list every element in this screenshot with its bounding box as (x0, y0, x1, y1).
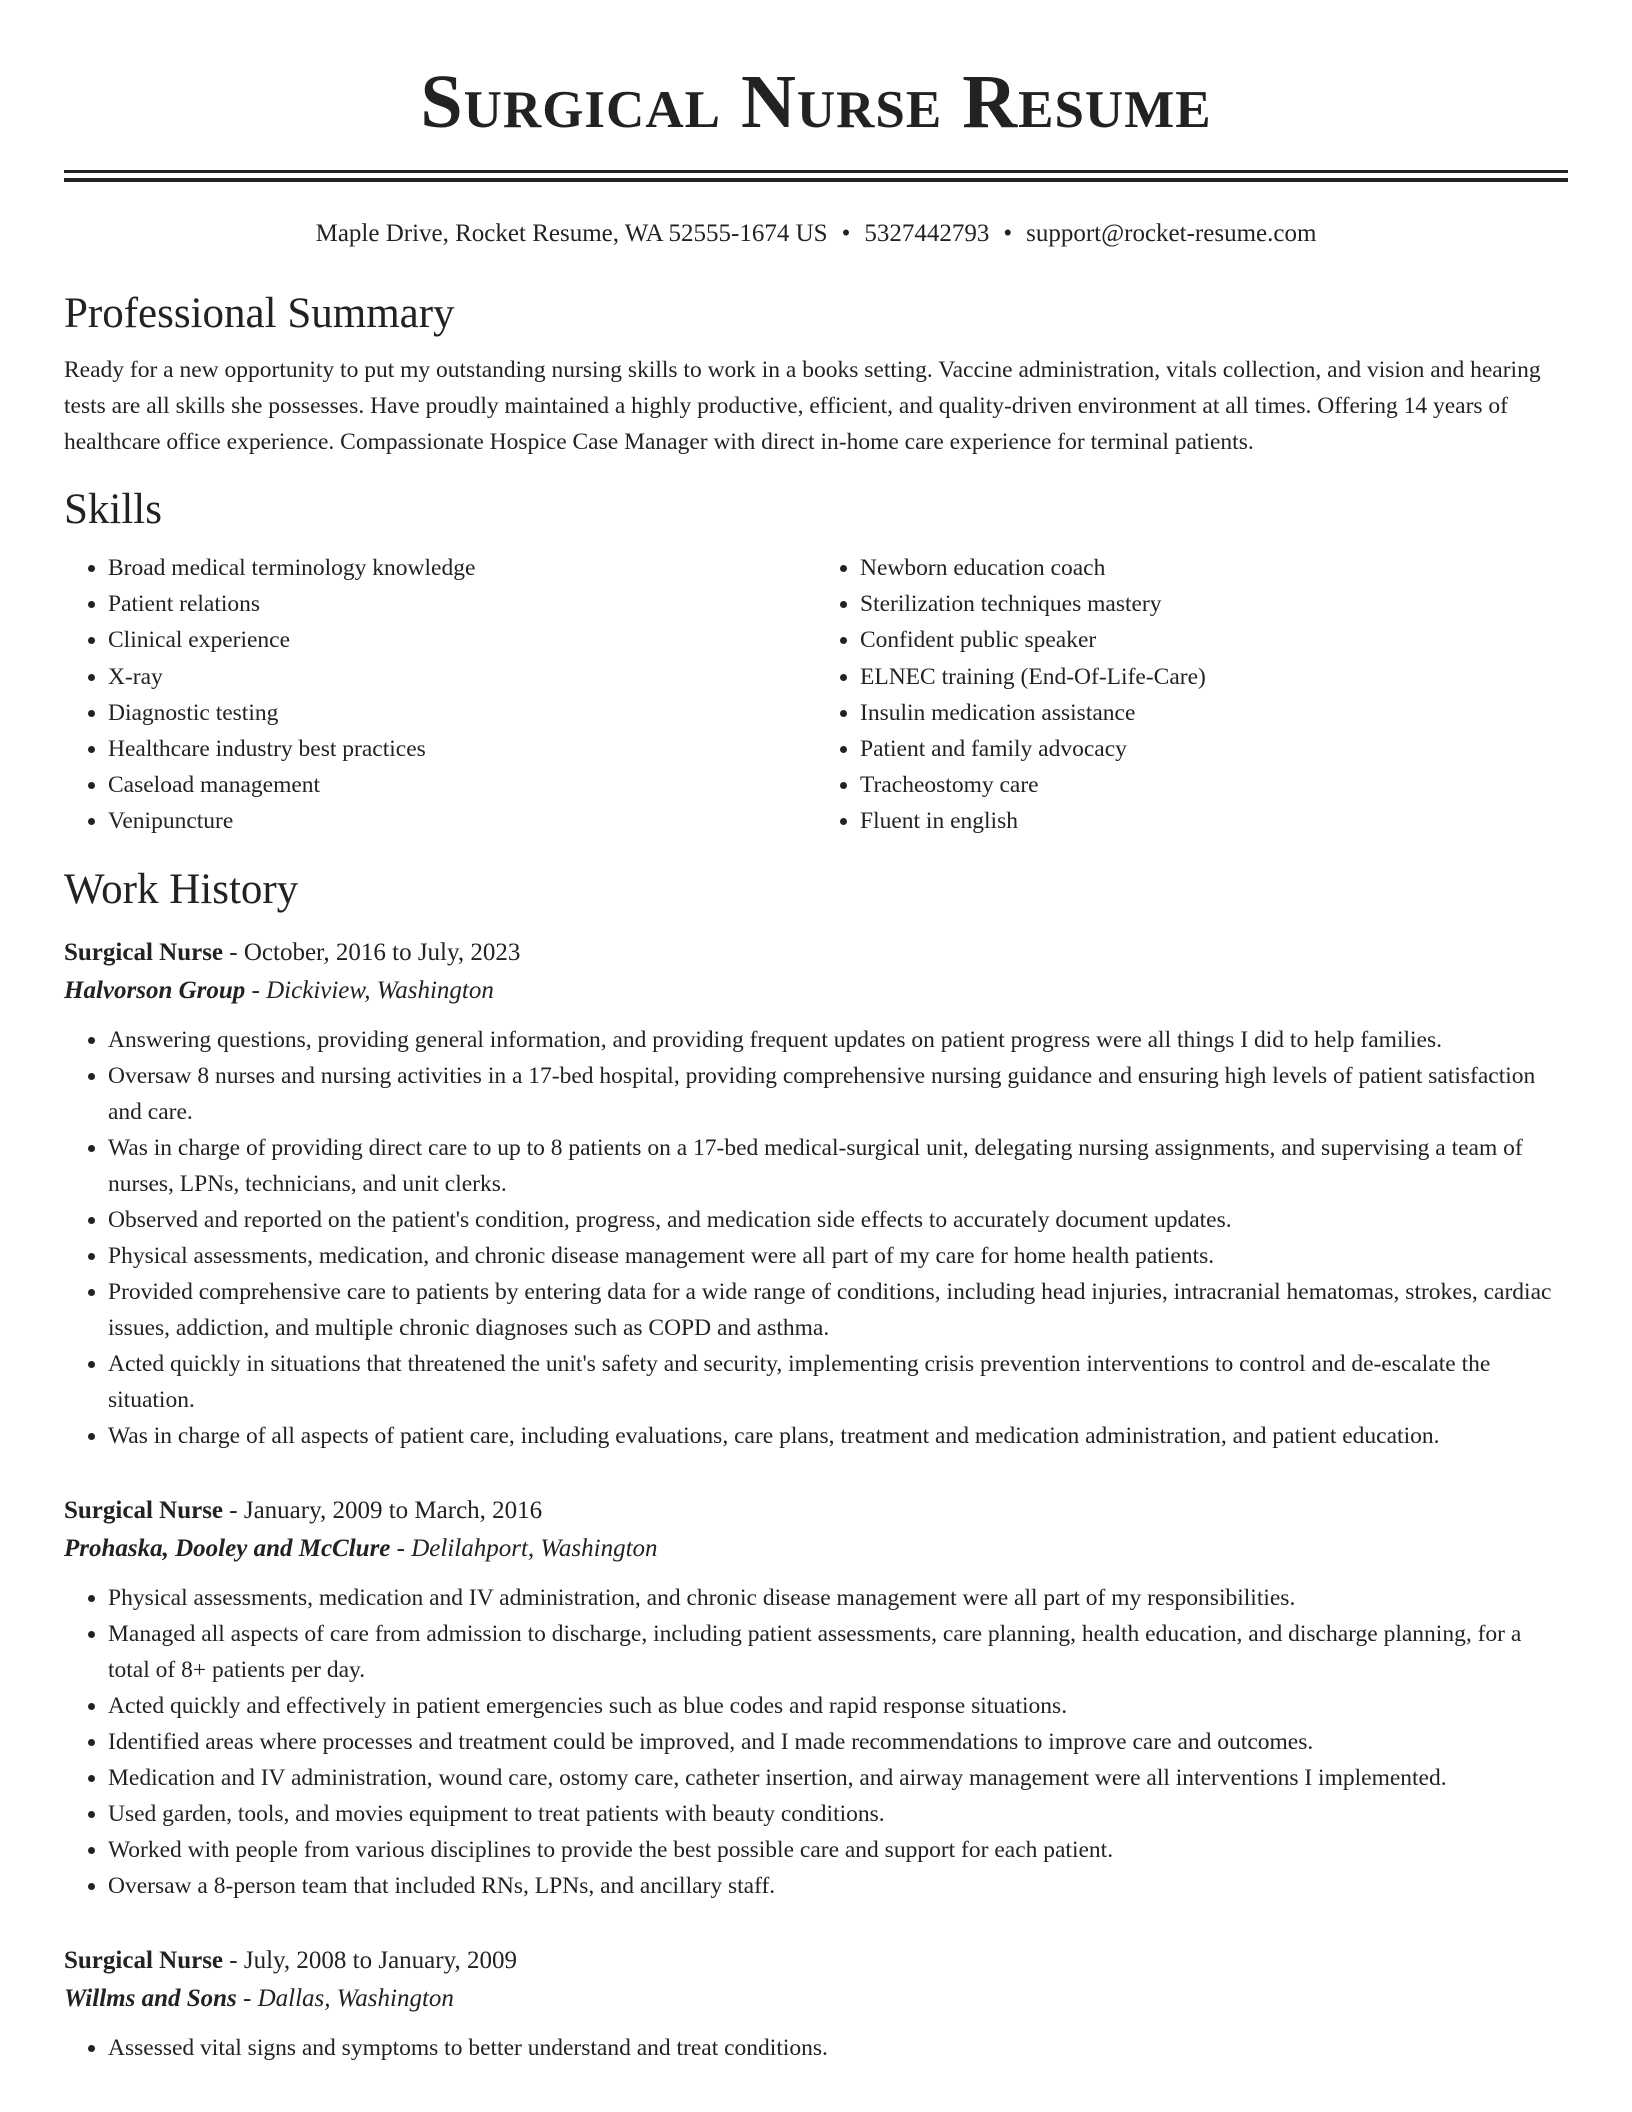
job-entry (64, 1942, 1568, 2066)
job-bullet: • Assessed vital signs and symptoms to better understand and treat conditions. (108, 2030, 1568, 2066)
resume-title: Surgical Nurse Resume (420, 60, 1212, 144)
job-title-line (64, 1942, 1568, 1980)
skill-item: • Clinical experience (108, 622, 816, 658)
employer-line (64, 972, 1568, 1010)
skill-item: • Patient and family advocacy (860, 731, 1568, 767)
skills-list-left (64, 550, 816, 840)
skill-item: • Healthcare industry best practices (108, 731, 816, 767)
skill-item: • Insulin medication assistance (860, 695, 1568, 731)
skill-item: • Broad medical terminology knowledge (108, 550, 816, 586)
contact-line (64, 218, 1568, 250)
job-bullet: • Was in charge of all aspects of patient care, including evaluations, care plans, treatment and medication administration, and patient education. (108, 1418, 1568, 1454)
skills-heading: Skills (64, 486, 162, 533)
job-dates: - January, 2009 to March, 2016 (223, 1496, 543, 1524)
job-title: Surgical Nurse (64, 1946, 224, 1974)
employer-line (64, 1980, 1568, 2018)
employer-name: Willms and Sons (64, 1984, 237, 2012)
job-bullet: • Answering questions, providing general information, and providing frequent updates on patient progress were all things I did to help families. (108, 1022, 1568, 1058)
skill-item: • Tracheostomy care (860, 767, 1568, 803)
job-title-line (64, 1492, 1568, 1530)
work-history-heading: Work History (64, 865, 299, 913)
job-bullet: • Worked with people from various disciplines to provide the best possible care and support for each patient. (108, 1832, 1568, 1868)
employer-location: - Dallas, Washington (236, 1984, 454, 2012)
summary-heading: Professional Summary (64, 290, 455, 337)
contact-phone: 5327442793 (864, 220, 990, 247)
skill-item: • Confident public speaker (860, 622, 1568, 658)
employer-name: Prohaska, Dooley and McClure (64, 1534, 391, 1562)
job-bullet: • Oversaw 8 nurses and nursing activities in a 17-bed hospital, providing comprehensive nursing guidance and ensuring high levels of patient satisfaction and care. (108, 1058, 1568, 1130)
summary-text: Ready for a new opportunity to put my outstanding nursing skills to work in a books setting. Vaccine administration, vitals collection, and vision and hearing tests are all skills she possesses. Have proudly maintained a highly productive, efficient, and quality-driven environment at all times. Offering 14 years of healthcare office experience. Compassionate Hospice Case Manager with direct in-home care experience for terminal patients. (64, 357, 1541, 455)
skill-item: • Diagnostic testing (108, 695, 816, 731)
job-bullet: • Identified areas where processes and treatment could be improved, and I made recommendations to improve care and outcomes. (108, 1724, 1568, 1760)
skill-item: • Newborn education coach (860, 550, 1568, 586)
job-bullets (64, 1580, 1568, 1904)
job-title-line (64, 934, 1568, 972)
job-dates: - October, 2016 to July, 2023 (223, 938, 521, 966)
title-divider-top (64, 170, 1568, 173)
skill-item: • Patient relations (108, 586, 816, 622)
skill-item: • ELNEC training (End-Of-Life-Care) (860, 659, 1568, 695)
job-bullets (64, 1022, 1568, 1454)
job-bullet: • Was in charge of providing direct care to up to 8 patients on a 17-bed medical-surgical unit, delegating nursing assignments, and supervising a team of nurses, LPNs, technicians, and unit clerks. (108, 1130, 1568, 1202)
skill-item: • X-ray (108, 659, 816, 695)
skill-item: • Caseload management (108, 767, 816, 803)
job-bullet: • Provided comprehensive care to patients by entering data for a wide range of conditions, including head injuries, intracranial hematomas, strokes, cardiac issues, addiction, and multiple chronic diagnoses such as COPD and asthma. (108, 1274, 1568, 1346)
skill-item: • Sterilization techniques mastery (860, 586, 1568, 622)
job-bullets (64, 2030, 1568, 2066)
employer-line (64, 1530, 1568, 1568)
contact-separator: • (1003, 220, 1013, 247)
job-entry (64, 1492, 1568, 1904)
job-entry (64, 934, 1568, 1454)
job-dates: - July, 2008 to January, 2009 (223, 1946, 517, 1974)
job-bullet: • Observed and reported on the patient's condition, progress, and medication side effects to accurately document updates. (108, 1202, 1568, 1238)
job-bullet: • Medication and IV administration, wound care, ostomy care, catheter insertion, and airway management were all interventions I implemented. (108, 1760, 1568, 1796)
skills-columns (64, 550, 1568, 840)
skill-item: • Fluent in english (860, 803, 1568, 839)
job-title: Surgical Nurse (64, 1496, 224, 1524)
skill-item: • Venipuncture (108, 803, 816, 839)
skills-list-right (816, 550, 1568, 840)
job-bullet: • Managed all aspects of care from admission to discharge, including patient assessments, care planning, health education, and discharge planning, for a total of 8+ patients per day. (108, 1616, 1568, 1688)
job-bullet: • Physical assessments, medication and IV administration, and chronic disease management were all part of my responsibilities. (108, 1580, 1568, 1616)
employer-location: - Delilahport, Washington (390, 1534, 658, 1562)
job-title: Surgical Nurse (64, 938, 224, 966)
contact-address: Maple Drive, Rocket Resume, WA 52555-1674 US (315, 220, 828, 247)
job-bullet: • Acted quickly in situations that threatened the unit's safety and security, implementing crisis prevention interventions to control and de-escalate the situation. (108, 1346, 1568, 1418)
job-bullet: • Oversaw a 8-person team that included RNs, LPNs, and ancillary staff. (108, 1868, 1568, 1904)
employer-name: Halvorson Group (64, 976, 246, 1004)
contact-email: support@rocket-resume.com (1026, 220, 1317, 247)
employer-location: - Dickiview, Washington (245, 976, 494, 1004)
job-bullet: • Physical assessments, medication, and chronic disease management were all part of my care for home health patients. (108, 1238, 1568, 1274)
job-bullet: • Acted quickly and effectively in patient emergencies such as blue codes and rapid response situations. (108, 1688, 1568, 1724)
contact-separator: • (841, 220, 851, 247)
title-divider-bottom (64, 178, 1568, 182)
job-bullet: • Used garden, tools, and movies equipment to treat patients with beauty conditions. (108, 1796, 1568, 1832)
